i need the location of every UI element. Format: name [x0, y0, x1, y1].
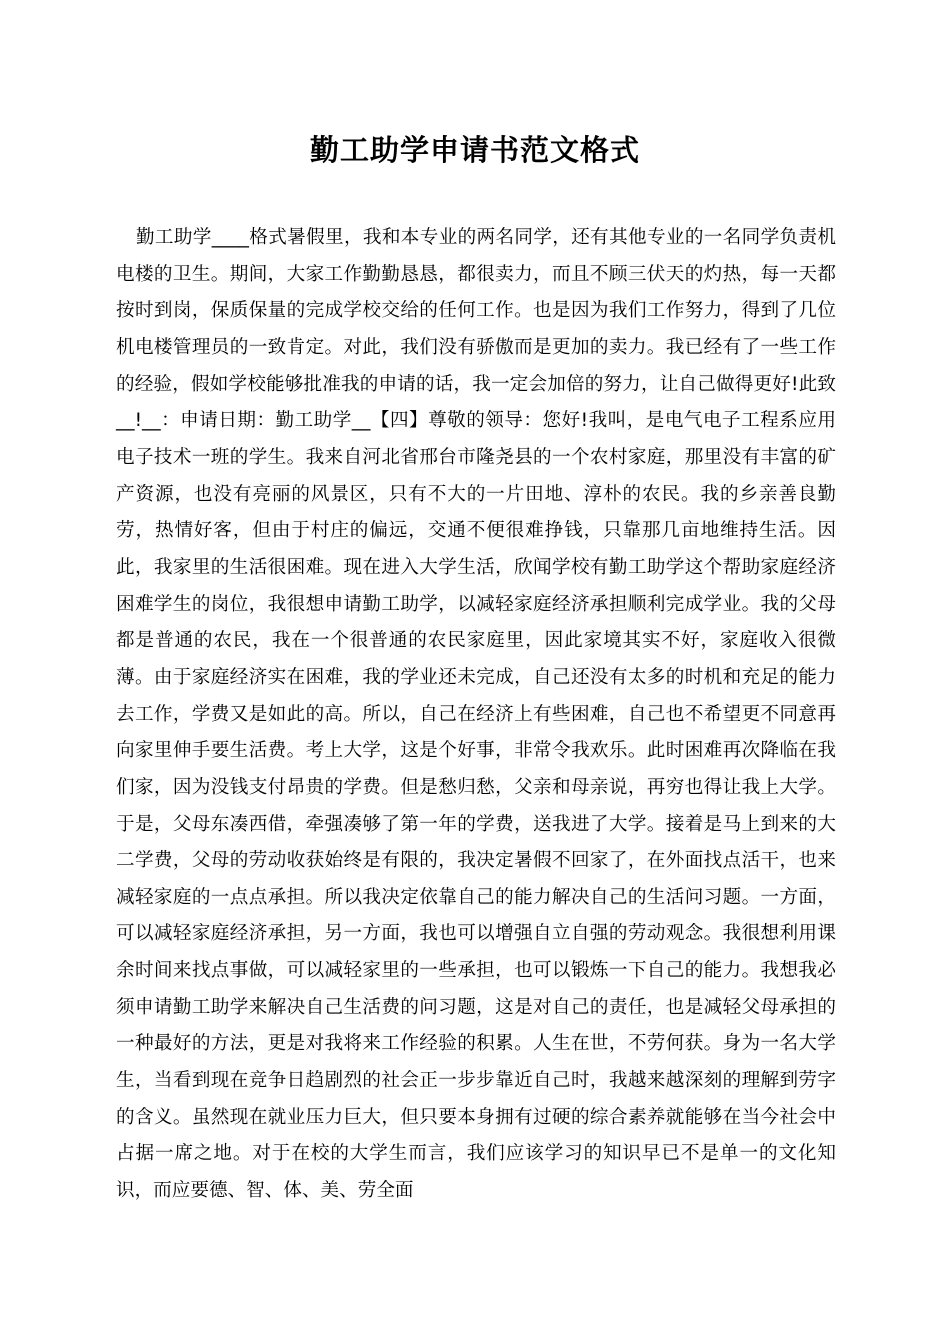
document-body: 勤工助学____格式暑假里，我和本专业的两名同学，还有其他专业的一名同学负责机电楼的卫生。期间，大家工作勤勤恳恳，都很卖力，而且不顾三伏天的灼热，每一天都按时到岗，保质保量的完成学校交给的任何工作。也是因为我们工作努力，得到了几位机电楼管理员的一致肯定。对此，我们没有骄傲而是更加的卖力。我已经有了一些工作的经验，假如学校能够批准我的申请的话，我一定会加倍的努力，让自己做得更好!此致__!__：申请日期：勤工助学__【四】尊敬的领导：您好!我叫，是电气电子工程系应用电子技术一班的学生。我来自河北省邢台市隆尧县的一个农村家庭，那里没有丰富的矿产资源，也没有亮丽的风景区，只有不大的一片田地、淳朴的农民。我的乡亲善良勤劳，热情好客，但由于村庄的偏远，交通不便很难挣钱，只靠那几亩地维持生活。因此，我家里的生活很困难。现在进入大学生活，欣闻学校有勤工助学这个帮助家庭经济困难学生的岗位，我很想申请勤工助学，以减轻家庭经济承担顺利完成学业。我的父母都是普通的农民，我在一个很普通的农民家庭里，因此家境其实不好，家庭收入很微薄。由于家庭经济实在困难，我的学业还未完成，自己还没有太多的时机和充足的能力去工作，学费又是如此的高。所以，自己在经济上有些困难，自己也不希望更不同意再向家里伸手要生活费。考上大学，这是个好事，非常令我欢乐。此时困难再次降临在我们家，因为没钱支付昂贵的学费。但是愁归愁，父亲和母亲说，再穷也得让我上大学。于是，父母东凑西借，牵强凑够了第一年的学费，送我进了大学。接着是马上到来的大二学费，父母的劳动收获始终是有限的，我决定暑假不回家了，在外面找点活干，也来减轻家庭的一点点承担。所以我决定依靠自己的能力解决自己的生活问习题。一方面，可以减轻家庭经济承担，另一方面，我也可以增强自立自强的劳动观念。我很想利用课余时间来找点事做，可以减轻家里的一些承担，也可以锻炼一下自己的能力。我想我必须申请勤工助学来解决自己生活费的问习题，这是对自己的责任，也是减轻父母承担的一种最好的方法，更是对我将来工作经验的积累。人生在世，不劳何获。身为一名大学生，当看到现在竞争日趋剧烈的社会正一步步靠近自己时，我越来越深刻的理解到劳字的含义。虽然现在就业压力巨大，但只要本身拥有过硬的综合素养就能够在当今社会中占据一席之地。对于在校的大学生而言，我们应该学习的知识早已不是单一的文化知识，而应要德、智、体、美、劳全面	[116, 227, 836, 1202]
document-title: 勤工助学申请书范文格式	[309, 133, 640, 167]
